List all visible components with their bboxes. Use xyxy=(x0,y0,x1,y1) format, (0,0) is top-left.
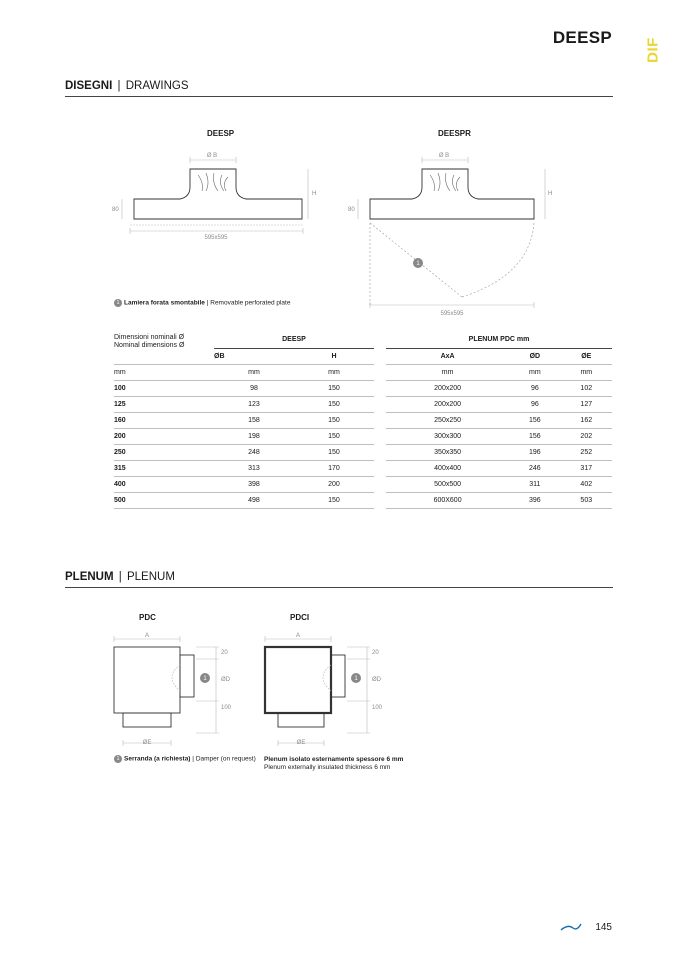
table-row xyxy=(114,380,374,396)
table-cell: 123 xyxy=(214,396,294,412)
dim-b-label: Ø B xyxy=(206,153,218,159)
table-cell: 400 xyxy=(114,476,214,492)
table-cell: 498 xyxy=(214,492,294,508)
table-cell: 350x350 xyxy=(386,444,509,460)
callout-number: 1 xyxy=(203,676,207,682)
unit-cell: mm xyxy=(294,364,374,380)
unit-cell: mm xyxy=(386,364,509,380)
note2-text-it: Plenum isolato esternamente spessore 6 mm xyxy=(264,756,404,763)
table-row xyxy=(386,476,612,492)
dim-100-label: 100 xyxy=(221,705,232,711)
table-row xyxy=(386,492,612,508)
dim-od-label-i: ØD xyxy=(372,677,381,683)
dim-a-label: A xyxy=(144,633,150,639)
callout-number: 1 xyxy=(416,261,420,267)
table-cell: 200 xyxy=(294,476,374,492)
dim-20-label: 20 xyxy=(221,650,228,656)
dim-width-label: 595x595 xyxy=(204,235,228,241)
section-title-en: DRAWINGS xyxy=(125,80,189,92)
plenum-dimensions-table xyxy=(386,332,612,509)
section-separator: | xyxy=(118,571,122,583)
table-cell: 170 xyxy=(294,460,374,476)
dim-oe-label-i: ØE xyxy=(296,740,306,746)
note2-text-en: Plenum externally insulated thickness 6 mm xyxy=(264,764,391,772)
table-row xyxy=(114,476,374,492)
table-cell: 150 xyxy=(294,380,374,396)
col-h: H xyxy=(294,348,374,364)
unit-cell: mm xyxy=(214,364,294,380)
callout-number-i: 1 xyxy=(354,676,358,682)
dim-80-label: 80 xyxy=(112,207,119,213)
note-text-en: Removable perforated plate xyxy=(210,299,291,307)
table-cell: 198 xyxy=(214,428,294,444)
deesp-group-header: DEESP xyxy=(214,332,374,348)
table-cell: 313 xyxy=(214,460,294,476)
table-cell: 150 xyxy=(294,444,374,460)
dim-80-label-r: 80 xyxy=(348,207,355,213)
table-cell: 402 xyxy=(561,476,612,492)
table-cell: 396 xyxy=(509,492,560,508)
section-heading-plenum xyxy=(65,571,613,588)
table-cell: 127 xyxy=(561,396,612,412)
table-cell: 600X600 xyxy=(386,492,509,508)
col-ob: ØB xyxy=(214,348,294,364)
note-callout: 1 xyxy=(114,755,122,763)
table-cell: 503 xyxy=(561,492,612,508)
dim-h-label: H xyxy=(312,191,317,197)
unit-row xyxy=(114,364,374,380)
table-cell: 202 xyxy=(561,428,612,444)
table-row xyxy=(114,460,374,476)
table-cell: 400x400 xyxy=(386,460,509,476)
table-cell: 500 xyxy=(114,492,214,508)
dim-header-en: Nominal dimensions Ø xyxy=(114,342,185,350)
table-cell: 156 xyxy=(509,428,560,444)
dim-h-label-r: H xyxy=(548,191,553,197)
col-axa: AxA xyxy=(386,348,509,364)
table-cell: 96 xyxy=(509,380,560,396)
plenum-group-header: PLENUM PDC mm xyxy=(386,332,612,348)
drawing-label-pdci: PDCI xyxy=(290,613,310,622)
note-callout: 1 xyxy=(114,299,122,307)
table-cell: 317 xyxy=(561,460,612,476)
section-title-it: DISEGNI xyxy=(65,80,113,92)
table-row xyxy=(386,380,612,396)
plenum-note-insulation xyxy=(264,756,403,772)
table-row xyxy=(114,412,374,428)
dim-header xyxy=(114,332,214,364)
unit-row xyxy=(386,364,612,380)
table-cell: 125 xyxy=(114,396,214,412)
table-cell: 250x250 xyxy=(386,412,509,428)
unit-cell: mm xyxy=(114,364,214,380)
table-cell: 98 xyxy=(214,380,294,396)
page-number: 145 xyxy=(595,922,612,933)
table-cell: 246 xyxy=(509,460,560,476)
table-cell: 250 xyxy=(114,444,214,460)
dim-width-label-r: 595x595 xyxy=(440,311,464,317)
dim-a-label-i: A xyxy=(295,633,301,639)
note1-separator: | xyxy=(192,755,194,763)
table-cell: 158 xyxy=(214,412,294,428)
section-title-it: PLENUM xyxy=(65,571,114,583)
section-heading-drawings xyxy=(65,80,613,97)
table-cell: 200x200 xyxy=(386,380,509,396)
deesp-drawing xyxy=(108,145,318,245)
table-cell: 150 xyxy=(294,412,374,428)
drawing-label-deespr: DEESPR xyxy=(438,129,471,138)
table-cell: 156 xyxy=(509,412,560,428)
table-cell: 248 xyxy=(214,444,294,460)
table-row xyxy=(386,460,612,476)
note-text-it: Lamiera forata smontabile xyxy=(124,299,205,307)
table-cell: 162 xyxy=(561,412,612,428)
table-cell: 311 xyxy=(509,476,560,492)
table-row xyxy=(114,428,374,444)
section-separator: | xyxy=(117,80,121,92)
col-oe: ØE xyxy=(561,348,612,364)
table-header-row xyxy=(386,332,612,348)
table-cell: 252 xyxy=(561,444,612,460)
col-od: ØD xyxy=(509,348,560,364)
side-tab-label: DIF xyxy=(644,37,662,63)
deesp-dimensions-table xyxy=(114,332,374,509)
table-row xyxy=(386,428,612,444)
drawing-note xyxy=(114,299,290,308)
table-cell: 300x300 xyxy=(386,428,509,444)
table-cell: 500x500 xyxy=(386,476,509,492)
dim-100-label-i: 100 xyxy=(372,705,383,711)
deespr-drawing xyxy=(340,145,554,320)
pdci-drawing xyxy=(258,625,398,750)
note1-text-it: Serranda (a richiesta) xyxy=(124,755,191,763)
table-row xyxy=(114,492,374,508)
section-title-en: PLENUM xyxy=(126,571,175,583)
table-subheader-row xyxy=(386,348,612,364)
table-cell: 315 xyxy=(114,460,214,476)
side-tab xyxy=(642,30,664,70)
note1-text-en: Damper (on request) xyxy=(195,755,256,763)
table-cell: 150 xyxy=(294,428,374,444)
table-cell: 150 xyxy=(294,492,374,508)
dim-oe-label: ØE xyxy=(142,740,152,746)
table-cell: 102 xyxy=(561,380,612,396)
pdc-drawing xyxy=(108,625,248,750)
table-row xyxy=(114,396,374,412)
table-row xyxy=(386,444,612,460)
dim-b-label-r: Ø B xyxy=(438,153,450,159)
table-header-row xyxy=(114,332,374,348)
table-cell: 96 xyxy=(509,396,560,412)
drawing-label-deesp: DEESP xyxy=(207,129,235,138)
table-cell: 100 xyxy=(114,380,214,396)
table-cell: 160 xyxy=(114,412,214,428)
table-cell: 150 xyxy=(294,396,374,412)
dim-header-it: Dimensioni nominali Ø xyxy=(114,334,185,341)
table-row xyxy=(114,444,374,460)
unit-cell: mm xyxy=(561,364,612,380)
table-cell: 398 xyxy=(214,476,294,492)
drawing-label-pdc: PDC xyxy=(139,613,156,622)
note-separator: | xyxy=(206,299,209,307)
product-title: DEESP xyxy=(552,28,612,47)
table-row xyxy=(386,412,612,428)
dim-20-label-i: 20 xyxy=(372,650,379,656)
unit-cell: mm xyxy=(509,364,560,380)
table-row xyxy=(386,396,612,412)
table-cell: 196 xyxy=(509,444,560,460)
table-cell: 200 xyxy=(114,428,214,444)
plenum-note-damper xyxy=(114,755,256,764)
dim-od-label: ØD xyxy=(221,677,230,683)
brand-wave-icon xyxy=(560,922,582,932)
table-cell: 200x200 xyxy=(386,396,509,412)
